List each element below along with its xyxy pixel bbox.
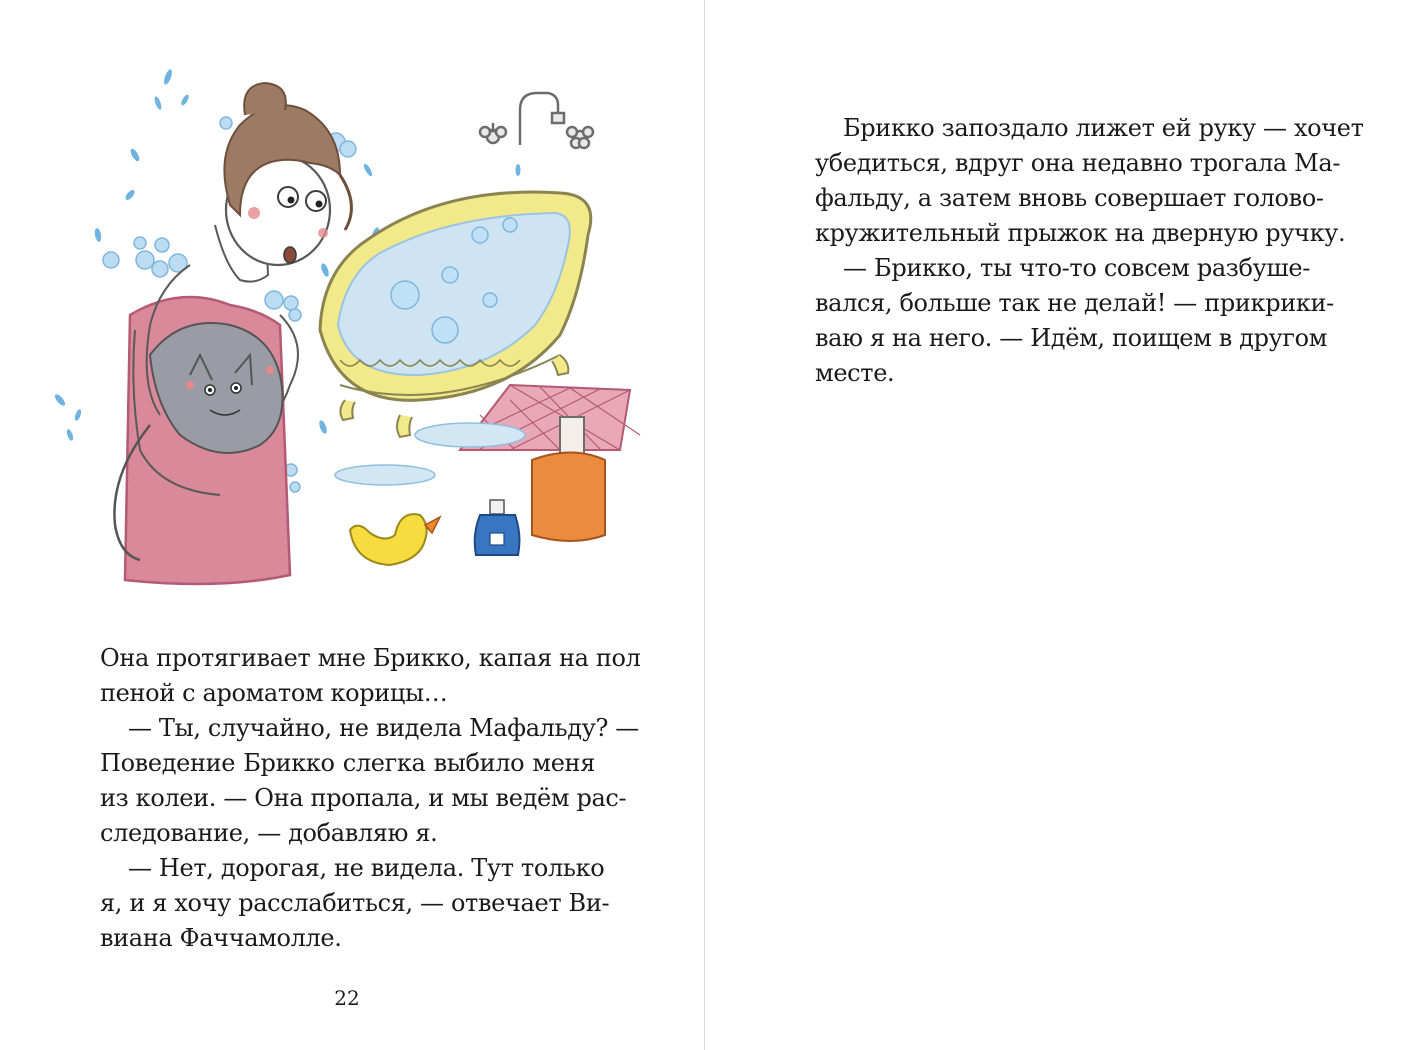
text-line: ваю я на него. — Идём, поищем в другом: [815, 324, 1328, 352]
text-line: я, и я хочу расслабиться, — отвечает Ви-: [100, 889, 610, 917]
text-line: вался, больше так не делай! — прикрики-: [815, 289, 1334, 317]
text-line: — Ты, случайно, не видела Мафальду? —: [128, 714, 639, 742]
text-line: пеной с ароматом корицы…: [100, 679, 448, 707]
text-line: Она протягивает мне Брикко, капая на пол: [100, 644, 641, 672]
blue-bottle: [475, 500, 520, 555]
text-line: кружительный прыжок на дверную ручку.: [815, 219, 1346, 247]
spread-divider: [704, 0, 705, 1050]
right-page-text: [815, 111, 1364, 391]
text-line: — Брикко, ты что-то совсем разбуше-: [843, 254, 1310, 282]
page-number: 22: [334, 986, 360, 1010]
text-line: Поведение Брикко слегка выбило меня: [100, 749, 595, 777]
text-line: месте.: [815, 359, 895, 387]
faucet: [480, 93, 593, 148]
floor-puddle: [335, 423, 525, 485]
text-line: из колеи. — Она пропала, и мы ведём рас-: [100, 784, 627, 812]
left-page-text: [100, 641, 641, 956]
text-line: убедиться, вдруг она недавно трогала Ма-: [815, 149, 1341, 177]
text-line: Брикко запоздало лижет ей руку — хочет: [843, 114, 1364, 142]
text-line: — Нет, дорогая, не видела. Тут только: [128, 854, 605, 882]
text-line: фальду, а затем вновь совершает голово-: [815, 184, 1324, 212]
text-line: следование, — добавляю я.: [100, 819, 438, 847]
illustration: [40, 55, 650, 590]
text-line: виана Фаччамолле.: [100, 924, 342, 952]
rubber-duck: [350, 514, 440, 565]
